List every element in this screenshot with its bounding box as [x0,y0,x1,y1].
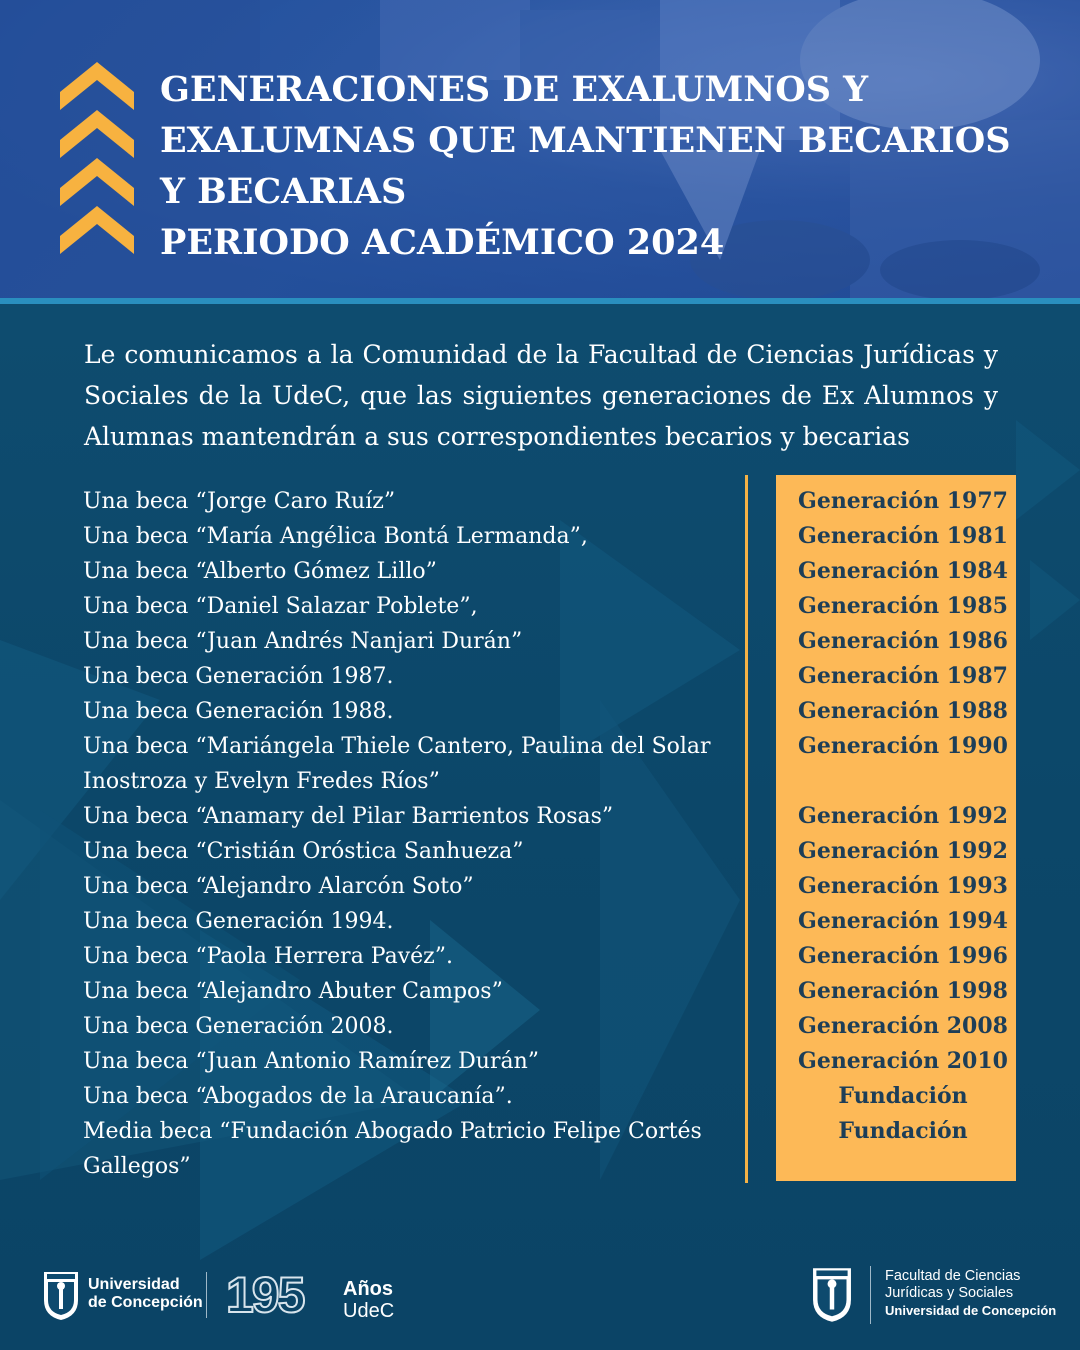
title-line-2: EXALUMNAS QUE MANTIENEN BECARIOS [160,120,1011,161]
generation-label: Generación 1987 [798,663,1008,689]
faculty-crest-icon [810,1266,854,1324]
generation-label: Generación 1990 [798,733,1008,759]
list-item: Una beca Generación 1988. [83,699,394,724]
list-item: Una beca “Alberto Gómez Lillo” [83,559,437,584]
faculty-separator [870,1266,871,1324]
generation-label: Generación 1992 [798,803,1008,829]
list-item: Una beca “Alejandro Alarcón Soto” [83,874,474,899]
faculty-line-1: Facultad de Ciencias [885,1268,1021,1284]
list-item: Una beca “Jorge Caro Ruíz” [83,489,396,514]
generation-label: Generación 1986 [798,628,1008,654]
udec-logo-text [88,1276,203,1312]
list-item: Una beca “Juan Andrés Nanjari Durán” [83,629,523,654]
header-banner [0,0,1080,300]
generation-label: Fundación [838,1083,968,1109]
faculty-line-2: Jurídicas y Sociales [885,1285,1014,1301]
list-item: Una beca “Daniel Salazar Poblete”, [83,594,478,619]
divider-line [745,475,748,1183]
page-title [160,64,1040,268]
footer-separator [206,1272,207,1318]
faculty-line-3: Universidad de Concepción [885,1303,1057,1318]
generation-label: Generación 1998 [798,978,1008,1004]
generation-label: Generación 2010 [798,1048,1008,1074]
generation-spacer [776,764,1030,799]
generation-label: Generación 1981 [798,523,1008,549]
anniversary-number: 195 [226,1267,304,1323]
list-item: Una beca “Abogados de la Araucanía”. [83,1084,513,1109]
generation-label: Generación 1993 [798,873,1008,899]
title-line-1: GENERACIONES DE EXALUMNOS Y [160,69,869,110]
list-item: Una beca “Anamary del Pilar Barrientos Rosas” [83,804,614,829]
generation-label: Generación 1996 [798,943,1008,969]
list-item: Una beca Generación 1987. [83,664,394,689]
generation-label: Fundación [838,1118,968,1144]
udec-crest-icon [42,1270,80,1322]
generation-label: Generación 1984 [798,558,1008,584]
generation-label: Generación 1988 [798,698,1008,724]
list-item: Media beca “Fundación Abogado Patricio Felipe Cortés Gallegos” [83,1119,702,1179]
anniversary-label [343,1278,394,1322]
chevron-icons [60,62,134,262]
generation-label: Generación 1985 [798,593,1008,619]
anniversary-word: Años [343,1278,393,1300]
generation-label: Generación 1977 [798,488,1008,514]
anniversary-brand: UdeC [343,1300,395,1322]
list-item: Una beca Generación 2008. [83,1014,394,1039]
list-item: Una beca “María Angélica Bontá Lermanda”, [83,524,588,549]
list-item: Una beca “Paola Herrera Pavéz”. [83,944,454,969]
intro-paragraph: Le comunicamos a la Comunidad de la Facultad de Ciencias Jurídicas y Sociales de la UdeC, que las siguientes generaciones de Ex Alumnos y Alumnas mantendrán a sus correspondientes becarios y becarias [84,340,998,451]
faculty-logo-text [885,1268,1056,1319]
title-line-3: Y BECARIAS [160,171,407,212]
udec-line-1: Universidad [88,1276,180,1293]
list-item: Una beca “Alejandro Abuter Campos” [83,979,503,1004]
list-item: Una beca “Cristián Oróstica Sanhueza” [83,839,524,864]
generation-label: Generación 1994 [798,908,1008,934]
generation-label: Generación 1992 [798,838,1008,864]
list-item: Una beca “Mariángela Thiele Cantero, Paulina del Solar Inostroza y Evelyn Fredes Ríos” [83,734,711,794]
list-item: Una beca Generación 1994. [83,909,394,934]
title-line-4: PERIODO ACADÉMICO 2024 [160,222,725,263]
header-divider [0,298,1080,304]
udec-line-2: de Concepción [88,1294,203,1311]
generation-label: Generación 2008 [798,1013,1008,1039]
list-item: Una beca “Juan Antonio Ramírez Durán” [83,1049,540,1074]
generations-list [776,484,1030,1149]
becas-list [83,484,723,1184]
